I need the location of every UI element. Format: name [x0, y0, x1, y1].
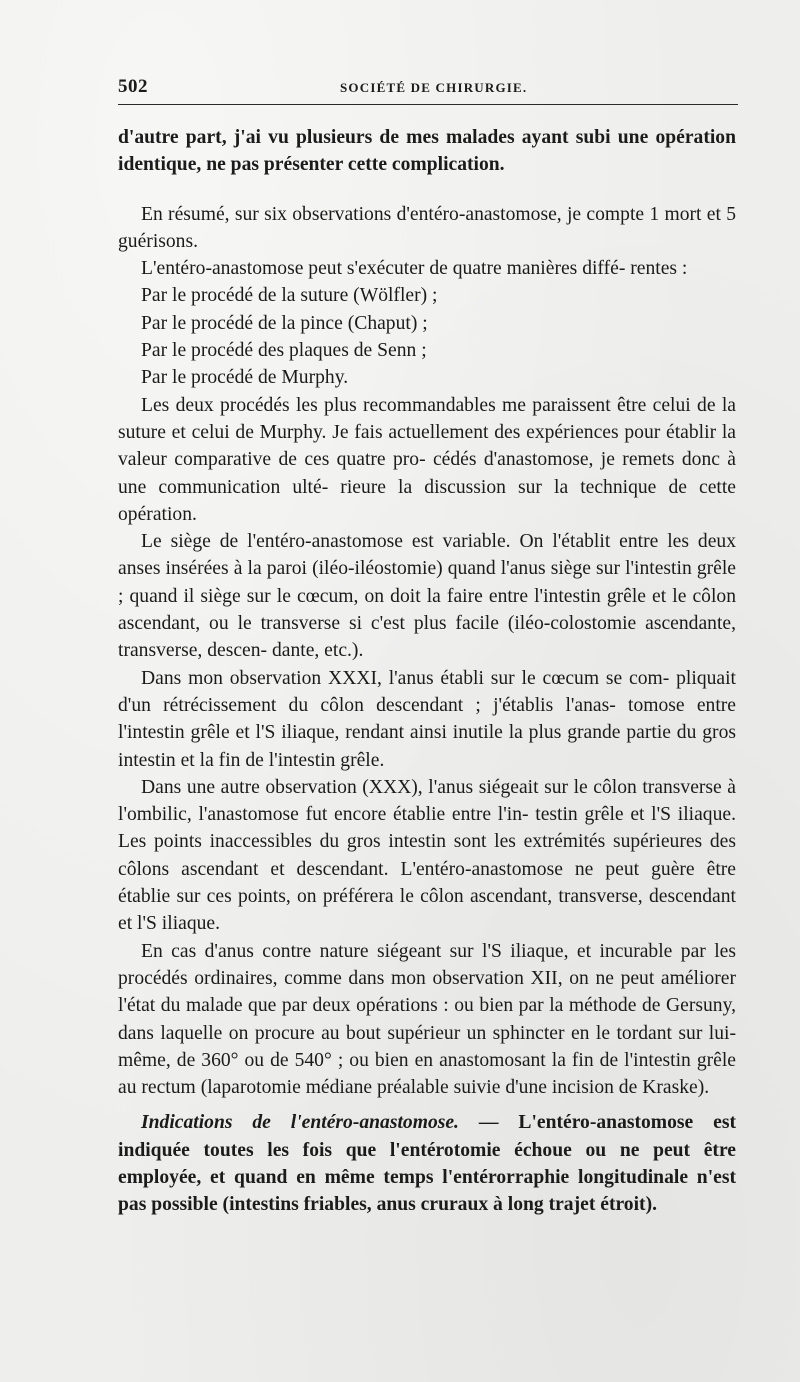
- list-item-plaques: Par le procédé des plaques de Senn ;: [141, 340, 427, 362]
- page-number: 502: [118, 76, 148, 97]
- indications-heading: Indications de l'entéro-anastomose.: [141, 1112, 459, 1134]
- body-text: [118, 124, 736, 1219]
- paragraph-recommendation: Les deux procédés les plus recommandables me paraissent être celui de la suture et celui de Murphy. Je fais actuellement des expériences pour établir la valeur comparative de ces quatre pro- cédés d'anastomose, je remets donc à une communication ulté- rieure la discussion sur la technique de cette opération.: [118, 394, 736, 525]
- paragraph-observation-xxx: Dans une autre observation (XXX), l'anus siégeait sur le côlon transverse à l'ombilic, l'anastomose fut encore établie entre l'in- testin grêle et l'S iliaque. Les points inaccessibles du gros intestin sont les extrémités supérieures des côlons ascendant et descendant. L'entéro-anastomose ne peut guère être établie sur ces points, on préférera le côlon ascendant, transverse, descendant et l'S iliaque.: [118, 776, 736, 935]
- paragraph-methods-intro: L'entéro-anastomose peut s'exécuter de quatre manières diffé- rentes :: [141, 258, 688, 280]
- paragraph-observation-xxxi: Dans mon observation XXXI, l'anus établi sur le cœcum se com- pliquait d'un rétrécissement du côlon descendant ; j'établis l'anas- tomose entre l'intestin grêle et l'S iliaque, rendant ainsi inutile la plus grande partie du gros intestin et la fin de l'intestin grêle.: [118, 667, 736, 771]
- indications-text: — L'entéro-anastomose est indiquée toutes les fois que l'entérotomie échoue ou ne peut être employée, et quand en même temps l'entérorraphie longitudinale n'est pas possible (intestins friables, anus cruraux à long trajet étroit).: [118, 1112, 737, 1216]
- list-item-murphy: Par le procédé de Murphy.: [141, 367, 349, 389]
- list-item-pince: Par le procédé de la pince (Chaput) ;: [141, 312, 428, 334]
- paragraph-summary: En résumé, sur six observations d'entéro-anastomose, je compte 1 mort et 5 guérisons.: [118, 203, 736, 252]
- paragraph-continuation: d'autre part, j'ai vu plusieurs de mes malades ayant subi une opération identique, ne pas présenter cette complication.: [118, 127, 736, 176]
- section-gap: [118, 1101, 736, 1109]
- list-item-suture: Par le procédé de la suture (Wölfler) ;: [141, 285, 438, 307]
- paragraph-indications: [118, 1109, 736, 1218]
- paragraph-siege: Le siège de l'entéro-anastomose est variable. On l'établit entre les deux anses insérées à la paroi (iléo-iléostomie) quand l'anus siège sur l'intestin grêle ; quand il siège sur le cœcum, on doit la faire entre l'intestin grêle et le côlon ascendant, ou le transverse si c'est plus facile (iléo-colostomie ascendante, transverse, descen- dante, etc.).: [118, 531, 736, 662]
- running-head: SOCIÉTÉ DE CHIRURGIE.: [340, 80, 528, 95]
- header-rule: [118, 104, 738, 105]
- paragraph-anus-contre-nature: En cas d'anus contre nature siégeant sur l'S iliaque, et incurable par les procédés ordinaires, comme dans mon observation XII, on ne peut améliorer l'état du malade que par deux opérations : ou bien par la méthode de Gersuny, dans laquelle on procure au bout supérieur un sphincter en le tordant sur lui-même, de 360° ou de 540° ; ou bien en anastomosant la fin de l'intestin grêle au rectum (laparotomie médiane préalable suivie d'une incision de Kraske).: [118, 940, 736, 1099]
- section-gap: [118, 179, 736, 201]
- page-header: [118, 76, 738, 100]
